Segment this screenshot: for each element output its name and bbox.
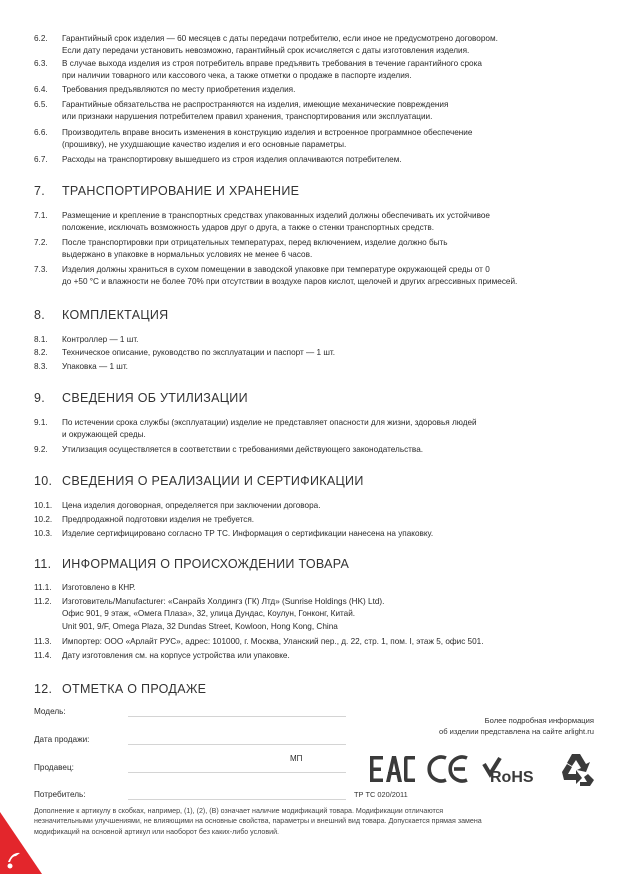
item-number: 8.2. xyxy=(34,348,48,357)
certification-marks xyxy=(366,750,596,790)
item-number: 9.1. xyxy=(34,418,48,427)
more-info-note xyxy=(439,715,594,737)
ce-mark xyxy=(429,757,467,781)
item-text: при наличии товарного или кассового чека, а также отметки о продаже в паспорте изделия. xyxy=(62,71,412,81)
item-text: Гарантийные обязательства не распространяются на изделия, имеющие механические повреждения xyxy=(62,100,449,109)
item-text: (прошивку), не ухудшающие качество изделия и его основные параметры. xyxy=(62,140,347,150)
item-number: 11.3. xyxy=(34,637,52,646)
section-heading: 8. КОМПЛЕКТАЦИЯ xyxy=(34,308,169,322)
sale-date-field[interactable] xyxy=(128,744,346,745)
section-heading: 7. ТРАНСПОРТИРОВАНИЕ И ХРАНЕНИЕ xyxy=(34,184,300,198)
item-text: Утилизация осуществляется в соответствии с требованиями действующего законодательства. xyxy=(62,445,424,454)
item-text: Контроллер — 1 шт. xyxy=(62,335,139,344)
section-heading: 9. СВЕДЕНИЯ ОБ УТИЛИЗАЦИИ xyxy=(34,391,248,405)
item-text: Расходы на транспортировку вышедшего из строя изделия оплачиваются потребителем. xyxy=(62,155,402,164)
item-text: Гарантийный срок изделия — 60 месяцев с даты передачи потребителю, если иное не предусмотрено договором. xyxy=(62,34,498,43)
item-number: 10.2. xyxy=(34,515,53,524)
item-number: 6.5. xyxy=(34,100,48,109)
item-text: и окружающей среды. xyxy=(62,430,146,440)
item-number: 8.3. xyxy=(34,362,48,371)
item-text: или признаки нарушения потребителем правил хранения, транспортирования или эксплуатации. xyxy=(62,112,433,122)
item-number: 6.2. xyxy=(34,34,48,43)
item-text: Изготовлено в КНР. xyxy=(62,583,136,592)
item-number: 7.1. xyxy=(34,211,48,220)
item-text: По истечении срока службы (эксплуатации) изделие не представляет опасности для жизни, здоровья людей xyxy=(62,418,477,427)
item-number: 6.4. xyxy=(34,85,48,94)
section-heading: 11. ИНФОРМАЦИЯ О ПРОИСХОЖДЕНИИ ТОВАРА xyxy=(34,557,350,571)
item-text: Упаковка — 1 шт. xyxy=(62,362,128,371)
item-number: 6.6. xyxy=(34,128,48,137)
item-text: положение, исключать возможность ударов друг о друга, а также о стенки транспортных средств. xyxy=(62,223,435,233)
item-number: 11.1. xyxy=(34,583,52,592)
item-number: 10.3. xyxy=(34,529,53,538)
seller-label: Продавец: xyxy=(34,763,74,772)
item-text: Дату изготовления см. на корпусе устройства или упаковке. xyxy=(62,651,290,660)
sale-date-label: Дата продажи: xyxy=(34,735,90,744)
more-info-line: Более подробная информация xyxy=(484,716,594,725)
model-field[interactable] xyxy=(128,716,346,717)
item-text: Производитель вправе вносить изменения в конструкцию изделия и встроенное программное обеспечение xyxy=(62,128,473,137)
item-text: Изделие сертифицировано согласно ТР ТС. Информация о сертификации нанесена на упаковку. xyxy=(62,529,434,538)
item-text: Требования предъявляются по месту приобретения изделия. xyxy=(62,85,296,94)
brand-corner-logo xyxy=(0,812,42,874)
item-number: 8.1. xyxy=(34,335,48,344)
seller-field[interactable] xyxy=(128,772,346,773)
buyer-field[interactable] xyxy=(128,799,346,800)
more-info-line: об изделии представлена на сайте arlight.ru xyxy=(439,727,594,736)
stamp-label: МП xyxy=(290,754,303,763)
item-text: Цена изделия договорная, определяется при заключении договора. xyxy=(62,501,321,510)
eac-mark xyxy=(370,756,415,782)
item-number: 7.2. xyxy=(34,238,48,247)
buyer-label: Потребитель: xyxy=(34,790,86,799)
item-number: 10.1. xyxy=(34,501,53,510)
item-text: Изделия должны храниться в сухом помещении в заводской упаковке при температуре окружающей среды от 0 xyxy=(62,265,490,274)
item-text: Unit 901, 9/F, Omega Plaza, 32 Dundas Street, Kowloon, Hong Kong, China xyxy=(62,621,338,631)
item-text: до +50 °С и влажности не более 70% при отсутствии в воздухе паров кислот, щелочей и других агрессивных примесей. xyxy=(62,277,518,287)
item-text: Если дату передачи установить невозможно, гарантийный срок исчисляется с даты изготовления изделия. xyxy=(62,46,470,56)
rohs-mark xyxy=(484,758,534,786)
item-text: выдержано в упаковке в нормальных условиях не менее 6 часов. xyxy=(62,250,313,260)
section-heading: 10. СВЕДЕНИЯ О РЕАЛИЗАЦИИ И СЕРТИФИКАЦИИ xyxy=(34,474,364,488)
footnote-line: модификаций на основной артикул или наоборот без каких-либо условий. xyxy=(34,827,280,836)
item-text: Импортер: ООО «Арлайт РУС», адрес: 101000, г. Москва, Уланский пер., д. 22, стр. 1, пом. I, этаж 5, офис 501. xyxy=(62,637,484,646)
item-text: Техническое описание, руководство по эксплуатации и паспорт — 1 шт. xyxy=(62,348,336,357)
item-number: 9.2. xyxy=(34,445,48,454)
footnote-line: Дополнение к артикулу в скобках, например, (1), (2), (B) означает наличие модификаций товара. Модификации отличаются xyxy=(34,807,444,815)
item-text: Размещение и крепление в транспортных средствах упакованных изделий должны обеспечивать их устойчивое xyxy=(62,211,490,220)
item-text: Изготовитель/Manufacturer: «Санрайз Холдингз (ГК) Лтд» (Sunrise Holdings (HK) Ltd). xyxy=(62,597,385,606)
item-text: Предпродажной подготовки изделия не требуется. xyxy=(62,515,255,524)
item-number: 6.3. xyxy=(34,59,48,68)
item-number: 11.2. xyxy=(34,597,52,606)
rohs-text: RoHS xyxy=(490,769,534,786)
tr-ts-label: ТР ТС 020/2011 xyxy=(354,790,408,799)
item-number: 11.4. xyxy=(34,651,52,660)
item-number: 7.3. xyxy=(34,265,48,274)
section-heading: 12. ОТМЕТКА О ПРОДАЖЕ xyxy=(34,682,207,696)
footnote xyxy=(34,806,594,837)
model-label: Модель: xyxy=(34,707,66,716)
recycle-icon xyxy=(562,754,594,786)
item-text: В случае выхода изделия из строя потребитель вправе предъявить требования в течение гарантийного срока xyxy=(62,59,482,68)
footnote-line: незначительными улучшениями, не влияющими на основные свойства, параметры и внешний вид товара. Допускается прямая замена xyxy=(34,817,482,826)
item-text: После транспортировки при отрицательных температурах, перед включением, изделие должно быть xyxy=(62,238,448,247)
item-number: 6.7. xyxy=(34,155,48,164)
item-text: Офис 901, 9 этаж, «Омега Плаза», 32, улица Дундас, Коулун, Гонконг, Китай. xyxy=(62,609,356,619)
